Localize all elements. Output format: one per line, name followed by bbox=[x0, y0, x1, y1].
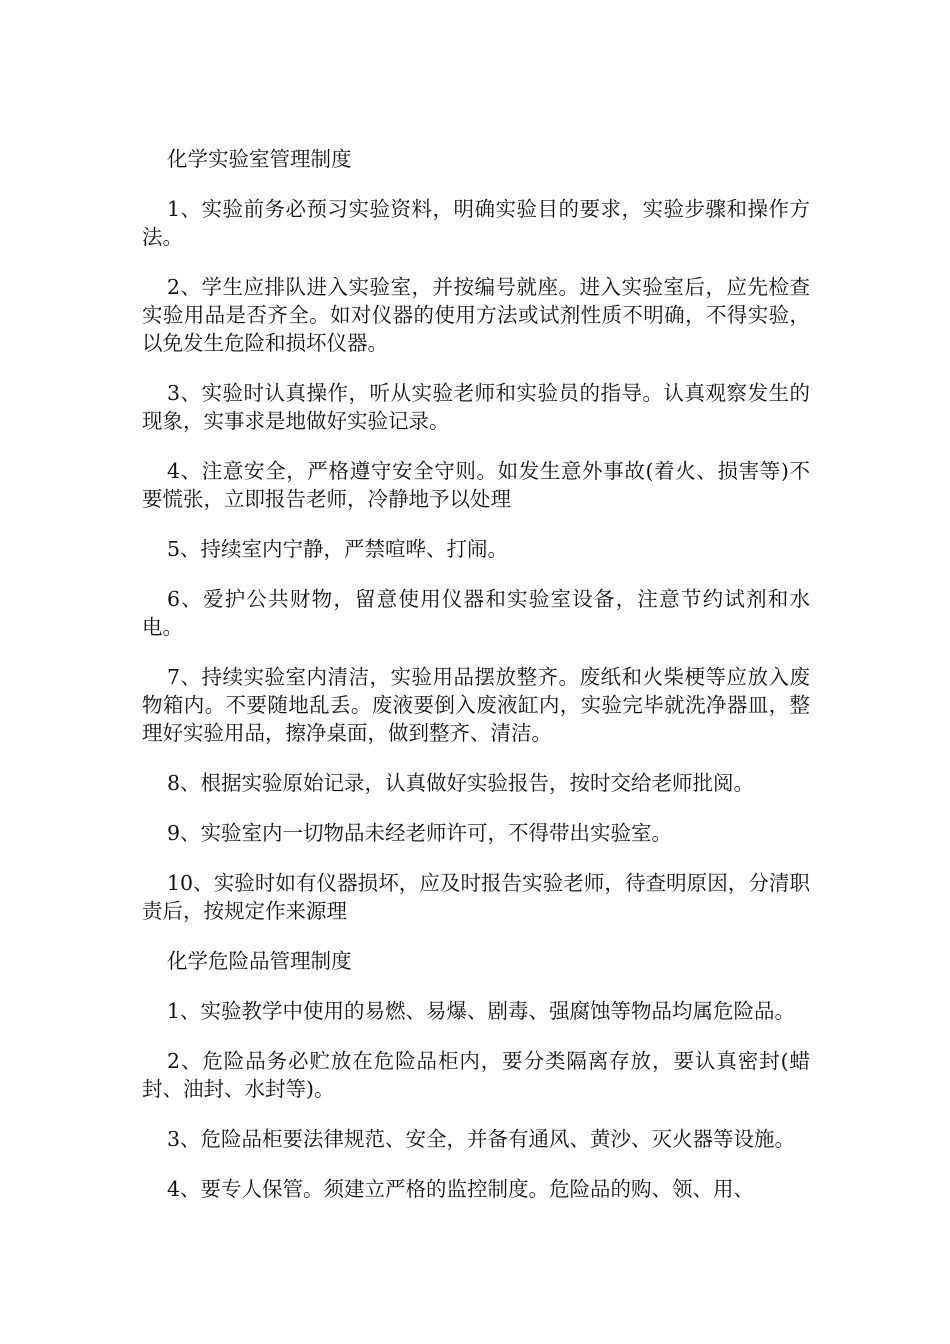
lab-rule-5: 5、持续室内宁静，严禁喧哗、打闹。 bbox=[167, 537, 509, 561]
hazmat-rule-2: 2、危险品务必贮放在危险品柜内，要分类隔离存放，要认真密封(蜡封、油封、水封等)。 bbox=[142, 1049, 810, 1101]
lab-rule-10: 10、实验时如有仪器损坏，应及时报告实验老师，待查明原因，分清职责后，按规定作来源理 bbox=[142, 871, 810, 923]
lab-rule-7: 7、持续实验室内清洁，实验用品摆放整齐。废纸和火柴梗等应放入废物箱内。不要随地乱丢。废液要倒入废液缸内，实验完毕就洗净器皿，整理好实验用品，擦净桌面，做到整齐、清洁。 bbox=[142, 665, 810, 745]
lab-rule-4: 4、注意安全，严格遵守安全守则。如发生意外事故(着火、损害等)不要慌张，立即报告老师，冷静地予以处理 bbox=[142, 459, 810, 511]
lab-rule-3: 3、实验时认真操作，听从实验老师和实验员的指导。认真观察发生的现象，实事求是地做好实验记录。 bbox=[142, 381, 810, 433]
hazmat-rule-3: 3、危险品柜要法律规范、安全，并备有通风、黄沙、灭火器等设施。 bbox=[167, 1127, 796, 1151]
lab-rule-9: 9、实验室内一切物品未经老师许可，不得带出实验室。 bbox=[167, 821, 673, 845]
lab-rule-1: 1、实验前务必预习实验资料，明确实验目的要求，实验步骤和操作方法。 bbox=[142, 197, 810, 249]
lab-rule-2: 2、学生应排队进入实验室，并按编号就座。进入实验室后，应先检查实验用品是否齐全。如对仪器的使用方法或试剂性质不明确，不得实验，以免发生危险和损坏仪器。 bbox=[142, 275, 810, 355]
lab-rule-8: 8、根据实验原始记录，认真做好实验报告，按时交给老师批阅。 bbox=[167, 771, 755, 795]
document-page bbox=[142, 145, 810, 1203]
lab-rule-6: 6、爱护公共财物，留意使用仪器和实验室设备，注意节约试剂和水电。 bbox=[142, 587, 810, 639]
hazmat-rule-1: 1、实验教学中使用的易燃、易爆、剧毒、强腐蚀等物品均属危险品。 bbox=[167, 999, 796, 1023]
section-title-hazmat-rules: 化学危险品管理制度 bbox=[167, 949, 352, 973]
section-title-lab-rules: 化学实验室管理制度 bbox=[167, 147, 352, 171]
hazmat-rule-4: 4、要专人保管。须建立严格的监控制度。危险品的购、领、用、 bbox=[167, 1177, 755, 1201]
